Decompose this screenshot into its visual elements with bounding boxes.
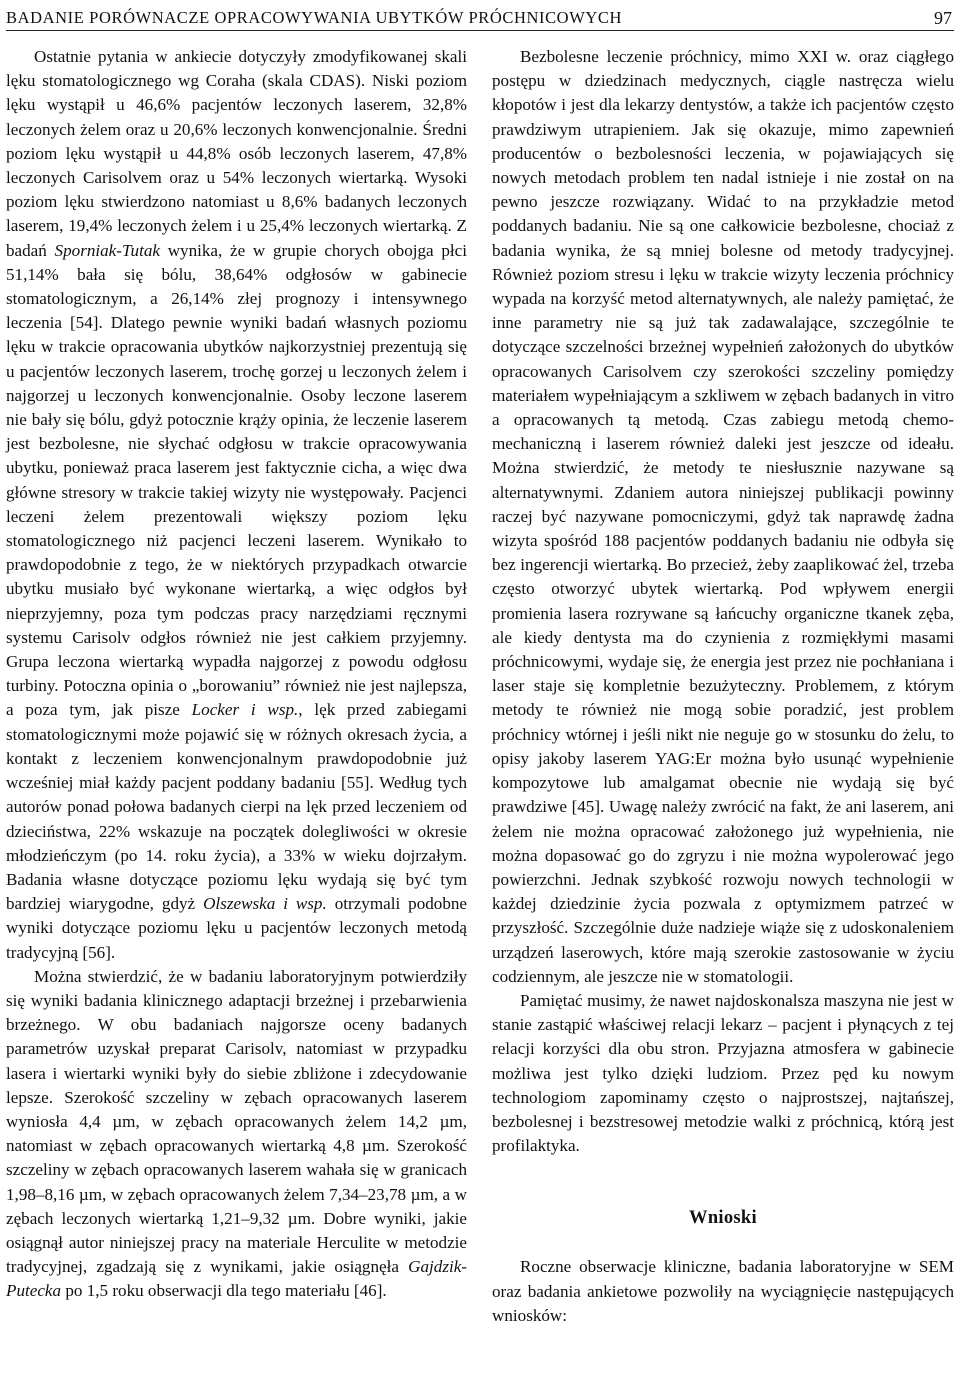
italic-citation-text: Gajdzik-Putecka (6, 1257, 467, 1301)
running-title: BADANIE PORÓWNACZE OPRACOWYWANIA UBYTKÓW PRÓCHNICOWYCH (6, 8, 623, 27)
right-paragraph-painless-treatment (492, 45, 954, 989)
paragraph-text: Roczne obserwacje kliniczne, badania laboratoryjne w SEM oraz badania ankietowe pozwoliły na wyciągnięcie następujących wniosków: (492, 1257, 954, 1325)
right-paragraph-conclusions-lead (492, 1255, 954, 1328)
italic-citation-text: Locker i wsp. (191, 700, 299, 720)
paragraph-text: Ostatnie pytania w ankiecie dotyczyły zmodyfikowanej skali lęku stomatologicznego wg Coraha (skala CDAS). Niski poziom lęku wystąpił u 46,6% pacjentów leczonych laserem, 32,8% leczonych żelem oraz u 20,6% leczonych konwencjonalnie. Średni poziom lęku wystąpił u 44,8% osób leczonych laserem, 47,8% leczonych Carisolvem oraz u 54% leczonych wiertarką. Wysoki poziom lęku stwierdzono natomiast u 8,6% badanych leczonych laserem, 19,4% leczonych żelem i u 25,4% leczonych wiertarką. Z badań (6, 47, 467, 260)
running-header (6, 2, 954, 31)
right-paragraph-doctor-patient (492, 989, 954, 1158)
paragraph-text: Można stwierdzić, że w badaniu laboratoryjnym potwierdziły się wyniki badania klinicznego adaptacji brzeżnej i przebarwienia brzeżnego. W obu badaniach najgorsze oceny badanych parametrów uzyskał preparat Carisolv, natomiast w przypadku lasera i wiertarki wyniki były do siebie zbliżone i zdecydowanie lepsze. Szerokość szczeliny w zębach opracowanych laserem wyniosła 4,4 µm, w zębach opracowanych żelem 14,2 µm, natomiast w zębach opracowanych wiertarką 4,8 µm. Szerokość szczeliny w zębach opracowanych laserem wahała się w granicach 1,98–8,16 µm, w zębach opracowanych żelem 7,34–23,78 µm, a w zębach leczonych wiertarką 1,21–9,32 µm. Dobre wyniki, jakie osiągnął autor niniejszej pracy na materiale Herculite w metodzie tradycyjnej, zgadzają się z wynikami, jakie osiągnęła (6, 966, 467, 1277)
left-paragraph-anxiety (6, 45, 467, 965)
italic-citation-text: Olszewska i wsp. (203, 894, 327, 914)
page-number: 97 (934, 8, 952, 28)
section-heading-conclusions: Wnioski (689, 1208, 757, 1229)
italic-citation-text: Sporniak-Tutak (54, 240, 160, 260)
left-column (6, 45, 467, 1304)
paragraph-text: Bezbolesne leczenie próchnicy, mimo XXI w. oraz ciągłego postępu w dziedzinach medycznych, ciągle nastręcza wielu kłopotów i jest dla lekarzy dentystów, a także ich pacjentów często prawdziwym utrapieniem. Jak się okazuje, mimo zapewnień producentów o bezbolesności leczenia, w pojawiających się nowych metodach problem ten nadal istnieje i nie został on na pewno jeszcze rozwiązany. Widać to na przykładzie metod poddanych badaniu. Nie są one całkowicie bezbolesne, chociaż z badania wynika, że są mniej bolesne od metody tradycyjnej. Również poziom stresu i lęku w trakcie wizyty leczenia próchnicy wypada na korzyść metod alternatywnych, ale należy pamiętać, że inne parametry nie są już tak zadawalające, szczególnie te dotyczące szczelności brzeżnej wypełnień założonych do ubytków opracowanych Carisolvem czy szerokości szczeliny pomiędzy materiałem wypełniającym a szkliwem w zębach badanych in vitro a opracowanych tą metodą. Czas zabiegu metodą chemo-mechaniczną i laserem również daleki jest jeszcze od ideału. Można stwierdzić, że metody te niesłusznie nazywane są alternatywnymi. Zdaniem autora niniejszej publikacji powinny raczej być nazywane pomocniczymi, gdyż tak naprawdę żadna wizyta spośród 188 pacjentów poddanych badaniu nie odbyła się bez ingerencji wiertarką. Bo przecież, żeby zaaplikować żel, trzeba często otworzyć ubytek wiertarką. Pod wpływem energii promienia lasera rozrywane są łańcuchy organiczne tkanek zęba, ale kiedy dentysta ma do czynienia z rozmiękłymi masami próchnicowymi, wydaje się, że energia jest przez nie pochłaniana i laser staje się kompletnie bezużyteczny. Problemem, z którym metody te również nie mogą sobie poradzić, jest problem próchnicy wtórnej i jeśli nikt nie neguje go w stosunku do żelu, to opisy jakoby laserem YAG:Er można było usunąć wypełnienie kompozytowe lub amalgamat obecnie nie wydają się być prawdziwe [45]. Uwagę należy zwrócić na fakt, że ani laserem, ani żelem nie można opracować założonego już wypełnienia, nie można dopasować go do zgryzu i nie można wypolerować jego powierzchni. Jednak szybkość rozwoju nowych technologii w każdej dziedzinie życia pozwala z optymizmem patrzeć w przyszłość. Szczególnie duże nadzieje wiąże się z udoskonaleniem urządzeń laserowych, które mają szerokie zastosowanie w życiu codziennym, ale jeszcze nie w stomatologii. (492, 47, 954, 986)
paragraph-text: po 1,5 roku obserwacji dla tego materiału [46]. (61, 1281, 387, 1301)
paragraph-text: wynika, że w grupie chorych obojga płci 51,14% bała się bólu, 38,64% odgłosów w gabinecie stomatologicznym, a 26,14% złej prognozy i intensywnego leczenia [54]. Dlatego pewnie wyniki badań własnych poziomu lęku w trakcie opracowania ubytków najkorzystniej prezentują się u pacjentów leczonych laserem, trochę gorzej u leczonych żelem i najgorzej u leczonych konwencjonalnie. Osoby leczone laserem nie bały się bólu, gdyż potocznie krąży opinia, że leczenie laserem jest bezbolesne, nie słychać odgłosu w trakcie opracowywania ubytku, ponieważ praca laserem jest faktycznie cicha, a więc dwa główne stresory w trakcie takiej wizyty nie występowały. Pacjenci leczeni żelem prezentowali większy poziom lęku stomatologicznego niż pacjenci leczeni laserem. Wynikało to prawdopodobnie z tego, że w niektórych przypadkach otwarcie ubytku musiało być wykonane wiertarką, a więc odgłos był nieprzyjemny, poza tym podczas pracy narzędziami ręcznymi systemu Carisolv odgłos również nie jest całkiem przyjemny. Grupa leczona wiertarką wypadła najgorzej z powodu odgłosu turbiny. Potoczna opinia o „borowaniu” również nie jest najlepsza, a poza tym, jak pisze (6, 240, 467, 720)
paragraph-text: , lęk przed zabiegami stomatologicznymi może pojawić się w różnych okresach życia, a kontakt z leczeniem konwencjonalnym prawdopodobnie już wcześniej miał każdy pacjent poddany badaniu [55]. Według tych autorów ponad połowa badanych cierpi na lęk przed leczeniem od dzieciństwa, 22% wskazuje na początek dolegliwości w okresie młodzieńczym (po 14. roku życia), a 33% w wieku dojrzałym. Badania własne dotyczące poziomu lęku wydają się być tym bardziej wiarygodne, gdyż (6, 700, 467, 914)
right-column (492, 45, 954, 1328)
paragraph-text: otrzymali podobne wyniki dotyczące poziomu lęku u pacjentów leczonych metodą tradycyjną [56]. (6, 894, 468, 962)
left-paragraph-laboratory (6, 965, 467, 1304)
paragraph-text: Pamiętać musimy, że nawet najdoskonalsza maszyna nie jest w stanie zastąpić właściwej relacji lekarz – pacjent i płynących z tej relacji korzyści dla obu stron. Przyjazna atmosfera w gabinecie możliwa jest tylko dzięki ludziom. Przez pęd ku nowym technologiom zapominamy często o najprostszej, najtańszej, bezbolesnej i bezstresowej metodzie walki z próchnicą, którą jest profilaktyka. (492, 990, 954, 1156)
